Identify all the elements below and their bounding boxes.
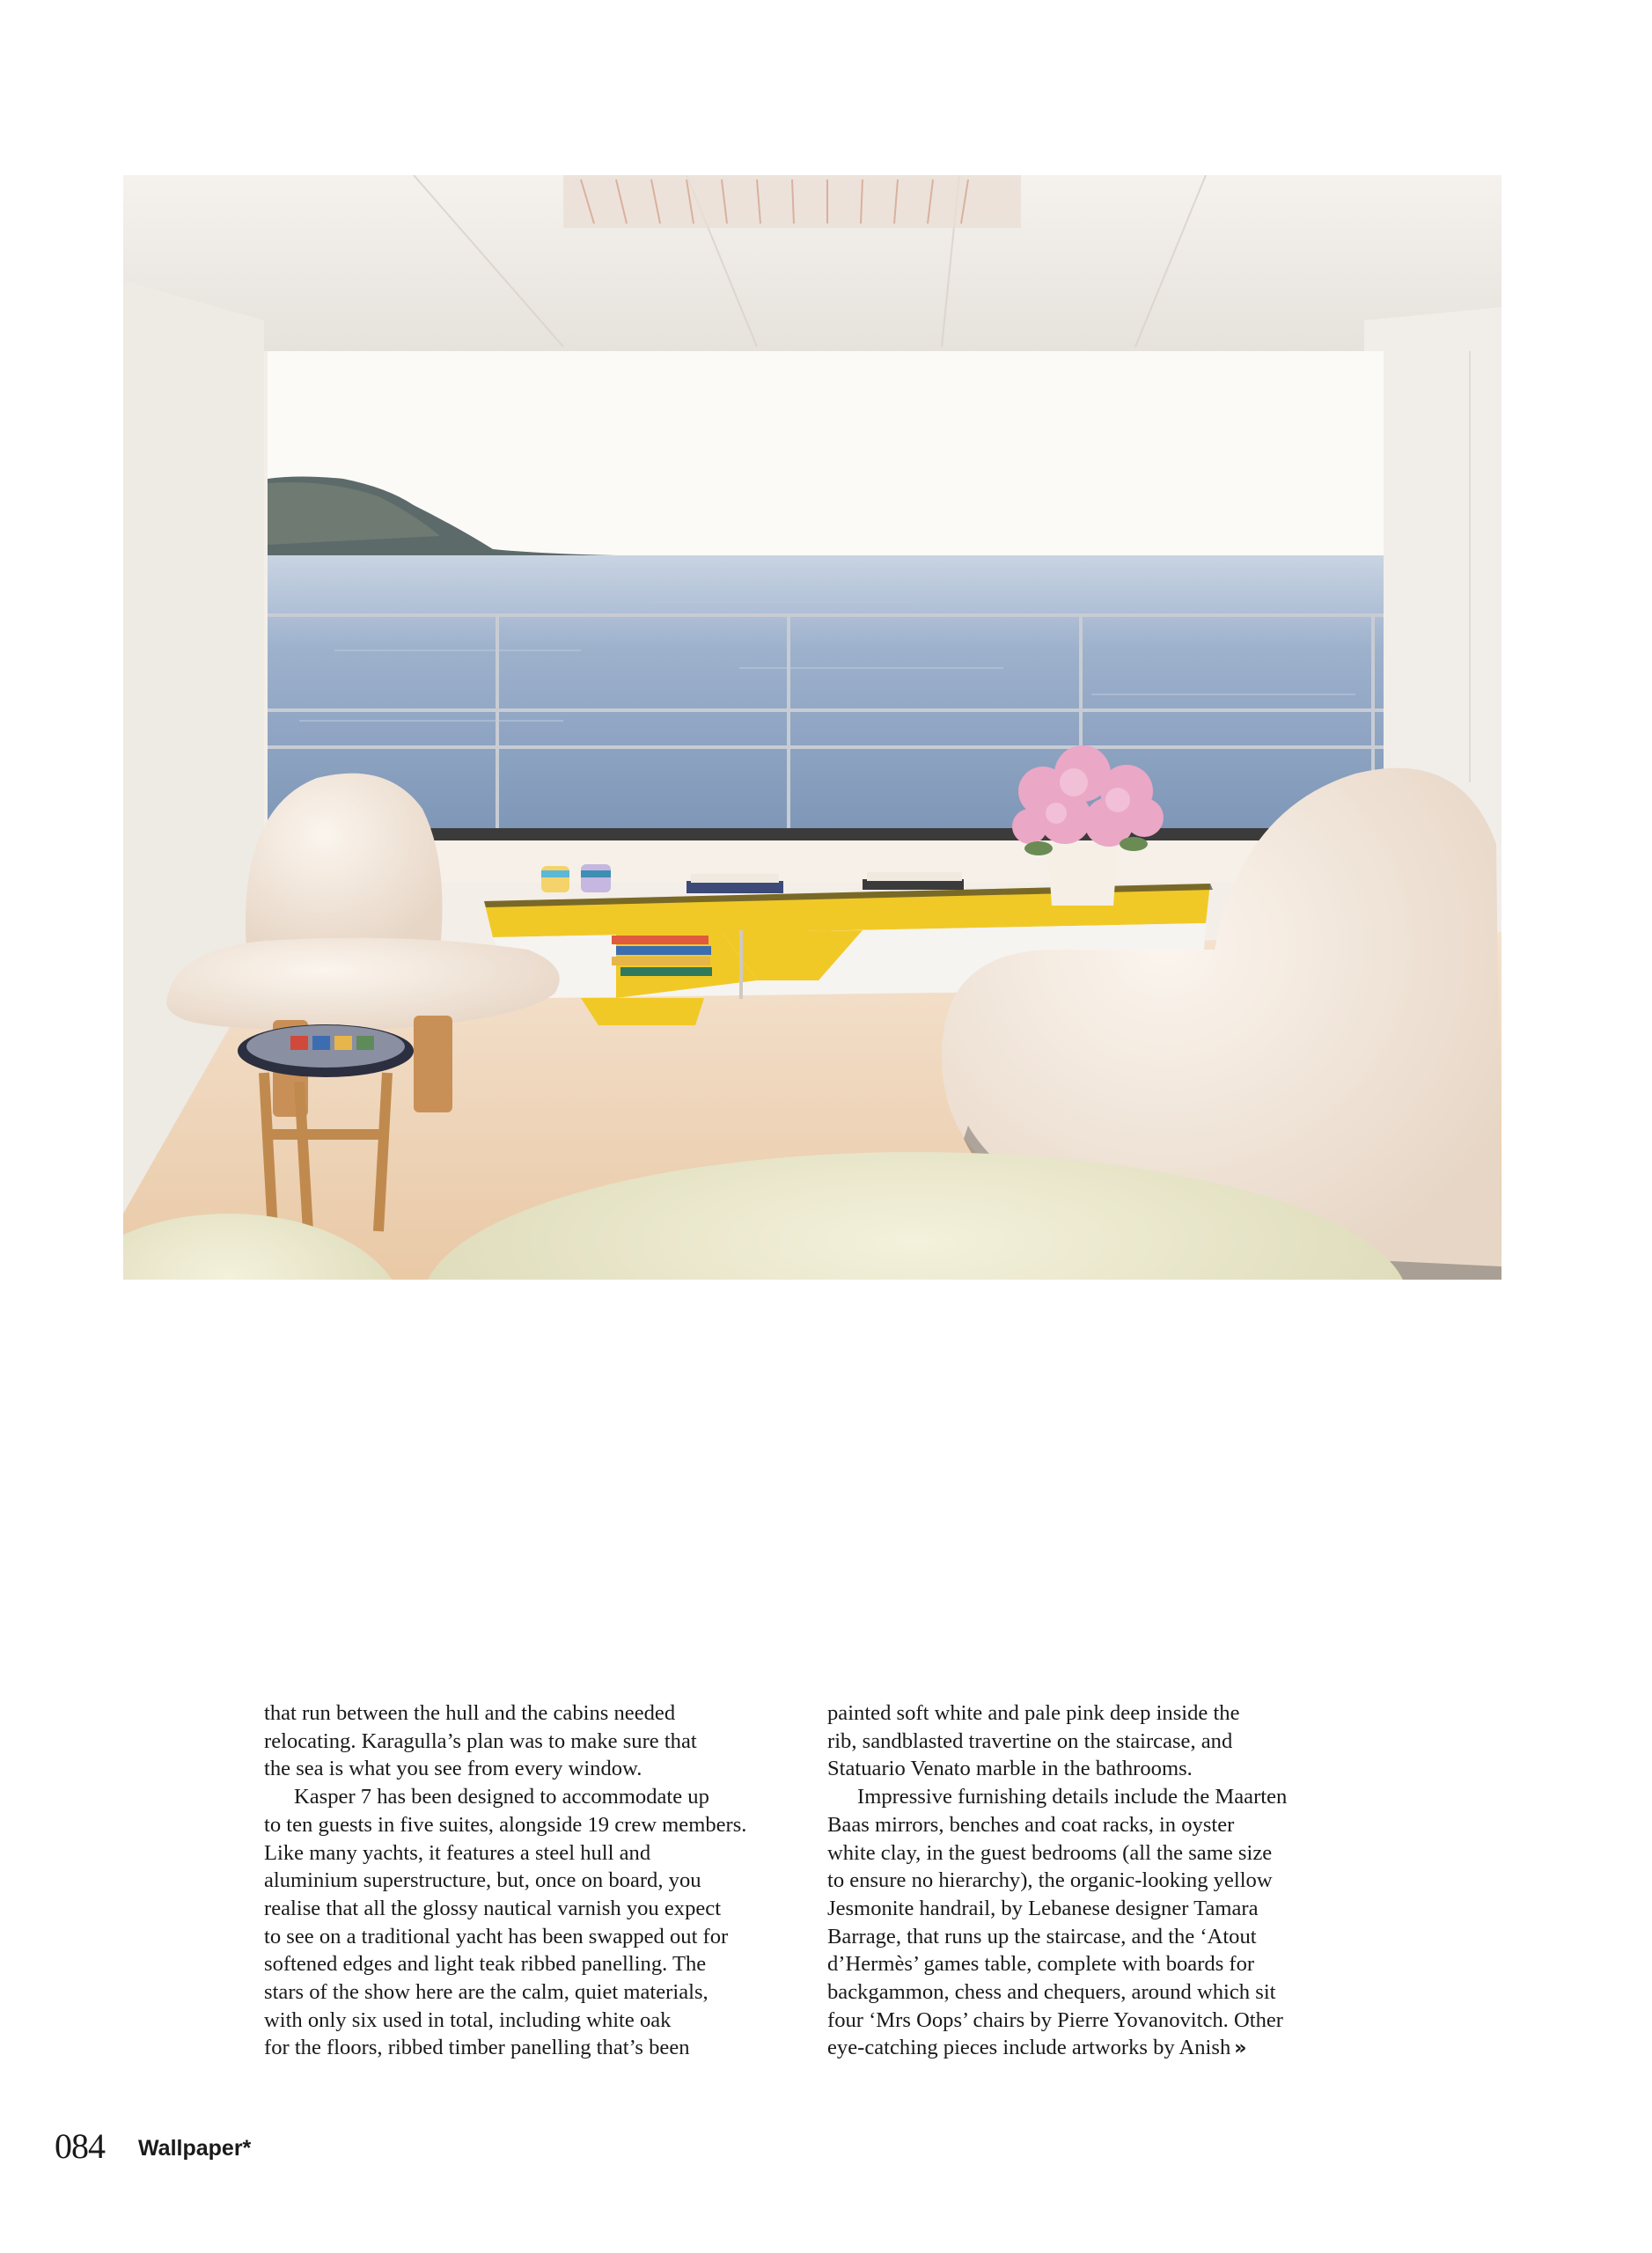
text-line: white clay, in the guest bedrooms (all the same size bbox=[827, 1840, 1273, 1865]
text-line-content: eye-catching pieces include artworks by Anish bbox=[827, 2036, 1231, 2060]
text-line: to ensure no hierarchy), the organic-looking yellow bbox=[827, 1868, 1273, 1893]
article-column-right bbox=[827, 1699, 1373, 2063]
continue-chevron-icon: » bbox=[1234, 2037, 1247, 2060]
text-line: rib, sandblasted travertine on the staircase, and bbox=[827, 1728, 1233, 1753]
magazine-brand: Wallpaper* bbox=[138, 2136, 252, 2161]
page-number: 084 bbox=[55, 2126, 105, 2166]
text-line: to ten guests in five suites, alongside 19 crew members. bbox=[264, 1812, 747, 1837]
text-line: d’Hermès’ games table, complete with boards for bbox=[827, 1952, 1255, 1977]
text-line: to see on a traditional yacht has been swapped out for bbox=[264, 1924, 729, 1948]
text-line: Baas mirrors, benches and coat racks, in oyster bbox=[827, 1812, 1235, 1837]
text-line: Statuario Venato marble in the bathrooms. bbox=[827, 1757, 1193, 1781]
text-line: relocating. Karagulla’s plan was to make sure that bbox=[264, 1728, 697, 1753]
text-line: with only six used in total, including white oak bbox=[264, 2007, 672, 2032]
text-line: softened edges and light teak ribbed panelling. The bbox=[264, 1952, 707, 1977]
article-column-left bbox=[264, 1699, 792, 2062]
text-line: Kasper 7 has been designed to accommodate up bbox=[294, 1785, 709, 1809]
text-line: aluminium superstructure, but, once on board, you bbox=[264, 1868, 701, 1893]
text-line: realise that all the glossy nautical varnish you expect bbox=[264, 1896, 722, 1920]
text-line: four ‘Mrs Oops’ chairs by Pierre Yovanovitch. Other bbox=[827, 2007, 1283, 2032]
yacht-interior-photo bbox=[123, 175, 1501, 1280]
text-line bbox=[827, 2034, 1373, 2063]
text-line: Impressive furnishing details include the Maarten bbox=[857, 1785, 1288, 1809]
text-line: for the floors, ribbed timber panelling that’s been bbox=[264, 2036, 690, 2060]
photo-illustration bbox=[123, 175, 1501, 1280]
text-line: stars of the show here are the calm, quiet materials, bbox=[264, 1980, 709, 2005]
text-line: Like many yachts, it features a steel hull and bbox=[264, 1840, 651, 1865]
text-line: Barrage, that runs up the staircase, and the ‘Atout bbox=[827, 1924, 1257, 1948]
text-line: backgammon, chess and chequers, around which sit bbox=[827, 1980, 1276, 2005]
text-line: Jesmonite handrail, by Lebanese designer Tamara bbox=[827, 1896, 1259, 1920]
text-line: the sea is what you see from every window. bbox=[264, 1757, 642, 1781]
text-line: that run between the hull and the cabins needed bbox=[264, 1701, 676, 1725]
text-line: painted soft white and pale pink deep inside the bbox=[827, 1701, 1240, 1725]
